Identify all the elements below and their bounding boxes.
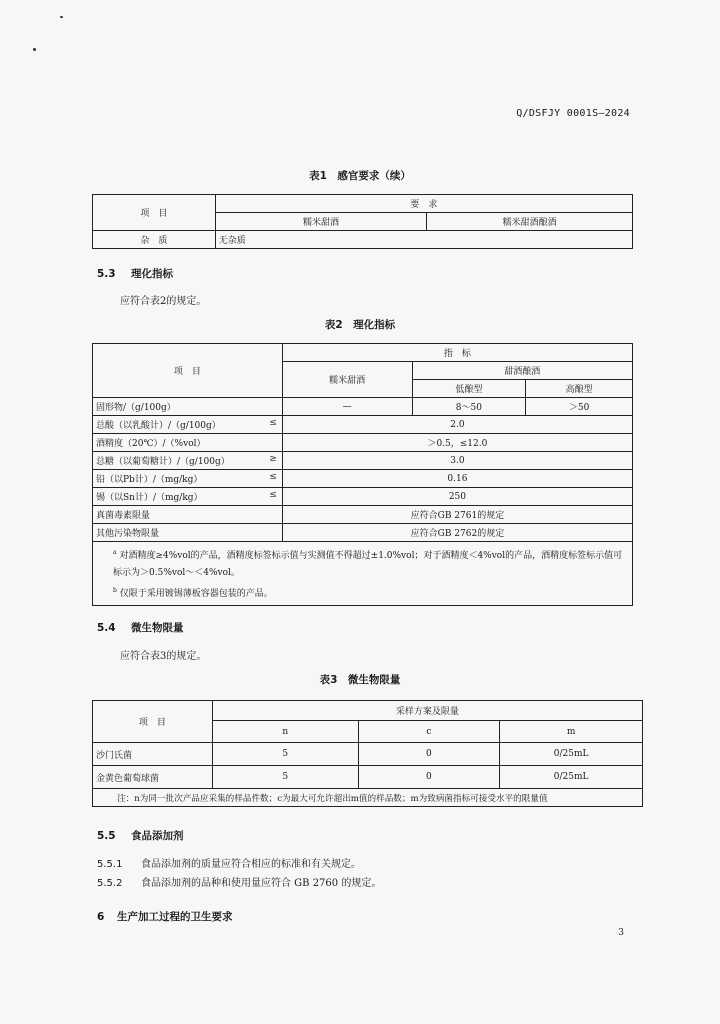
table-row	[93, 434, 633, 452]
table-row	[93, 398, 633, 416]
table2	[92, 343, 633, 606]
section-title: 微生物限量	[131, 622, 184, 634]
table2-col-a: 糯米甜酒	[282, 362, 412, 398]
row-n: 5	[212, 743, 358, 766]
row-label: 其他污染物限量	[93, 524, 283, 542]
table1-sub2: 糯米甜酒酿酒	[427, 213, 633, 231]
row-value: ＞0.5，≤12.0	[282, 434, 632, 452]
table-row	[93, 488, 633, 506]
row-label: 固形物/（g/100g）	[93, 398, 283, 416]
table2-index-header: 指 标	[282, 344, 632, 362]
table3-note: 注：n为同一批次产品应采集的样品件数；c为最大可允许超出m值的样品数；m为致病菌指标可接受水平的限量值	[93, 789, 643, 807]
row-m: 0/25mL	[500, 743, 643, 766]
table2-col-b1: 低酿型	[412, 380, 526, 398]
row-value: 应符合GB 2762的规定	[282, 524, 632, 542]
table1-caption: 表1 感官要求（续）	[309, 170, 411, 182]
table1-row-value: 无杂质	[215, 231, 632, 249]
row-label: 铅（以Pb计）/（mg/kg） ≤	[93, 470, 283, 488]
table-row	[93, 743, 643, 766]
row-c: 0	[358, 743, 500, 766]
table3	[92, 700, 643, 807]
table1-row-label: 杂 质	[93, 231, 216, 249]
row-value: 应符合GB 2761的规定	[282, 506, 632, 524]
section-5-5-heading	[97, 828, 184, 843]
table3-col-n: n	[212, 721, 358, 743]
row-label: 酒精度（20℃）/（%vol）	[93, 434, 283, 452]
table3-col-m: m	[500, 721, 643, 743]
table-row	[93, 506, 633, 524]
section-title: 理化指标	[131, 268, 173, 280]
row-label: 金黄色葡萄球菌	[93, 766, 213, 789]
section-5-3-text: 应符合表2的规定。	[120, 296, 207, 307]
row-value: 2.0	[282, 416, 632, 434]
table-row	[93, 416, 633, 434]
table-row	[93, 470, 633, 488]
scan-speck	[60, 16, 63, 18]
table-row	[93, 452, 633, 470]
footnote-a: $^a$ 对酒精度≥4%vol的产品，酒精度标签标示值与实测值不得超过±1.0%vol；对于酒精度＜4%vol的产品，酒精度标签标示值可标示为＞0.5%vol～＜4%vol。	[113, 549, 623, 578]
table-row	[93, 524, 633, 542]
section-5-4-heading	[97, 620, 184, 635]
table2-item-header: 项 目	[93, 344, 283, 398]
table3-plan-header: 采样方案及限量	[212, 701, 642, 721]
row-value-b2: ＞50	[526, 398, 633, 416]
table1-sub1: 糯米甜酒	[215, 213, 427, 231]
section-number: 5.5	[97, 830, 116, 842]
table1	[92, 194, 633, 249]
table1-item-header: 项 目	[93, 195, 216, 231]
row-n: 5	[212, 766, 358, 789]
section-number: 5.4	[97, 622, 116, 634]
row-value-a: —	[282, 398, 412, 416]
row-label: 真菌毒素限量	[93, 506, 283, 524]
table2-caption: 表2 理化指标	[324, 319, 396, 331]
section-6-heading	[97, 909, 233, 924]
footnote-b: $^b$ 仅限于采用镀锡薄板容器包装的产品。	[113, 587, 273, 599]
table2-footnotes	[93, 542, 633, 606]
table-row	[93, 766, 643, 789]
document-number: Q/DSFJY 0001S—2024	[516, 108, 630, 119]
row-value: 250	[282, 488, 632, 506]
page-number: 3	[618, 928, 624, 938]
table3-item-header: 项 目	[93, 701, 213, 743]
row-value-b1: 8～50	[412, 398, 526, 416]
scan-speck	[33, 48, 36, 51]
clause-5-5-2: 5.5.2 食品添加剂的品种和使用量应符合 GB 2760 的规定。	[97, 878, 382, 889]
section-number: 6	[97, 911, 105, 923]
table2-col-b2: 高酿型	[526, 380, 633, 398]
table2-col-b: 甜酒酿酒	[412, 362, 632, 380]
section-title: 生产加工过程的卫生要求	[117, 911, 233, 923]
section-5-4-text: 应符合表3的规定。	[120, 651, 207, 662]
row-label: 总酸（以乳酸计）/（g/100g） ≤	[93, 416, 283, 434]
row-label: 沙门氏菌	[93, 743, 213, 766]
row-c: 0	[358, 766, 500, 789]
table3-col-c: c	[358, 721, 500, 743]
section-number: 5.3	[97, 268, 116, 280]
clause-5-5-1: 5.5.1 食品添加剂的质量应符合相应的标准和有关规定。	[97, 859, 361, 870]
section-title: 食品添加剂	[131, 830, 184, 842]
table3-caption: 表3 微生物限量	[319, 674, 401, 686]
row-label: 锡（以Sn计）/（mg/kg） ≤	[93, 488, 283, 506]
row-m: 0/25mL	[500, 766, 643, 789]
table1-req-header: 要 求	[215, 195, 632, 213]
section-5-3-heading	[97, 266, 173, 281]
row-value: 3.0	[282, 452, 632, 470]
row-label: 总糖（以葡萄糖计）/（g/100g） ≥	[93, 452, 283, 470]
row-value: 0.16	[282, 470, 632, 488]
